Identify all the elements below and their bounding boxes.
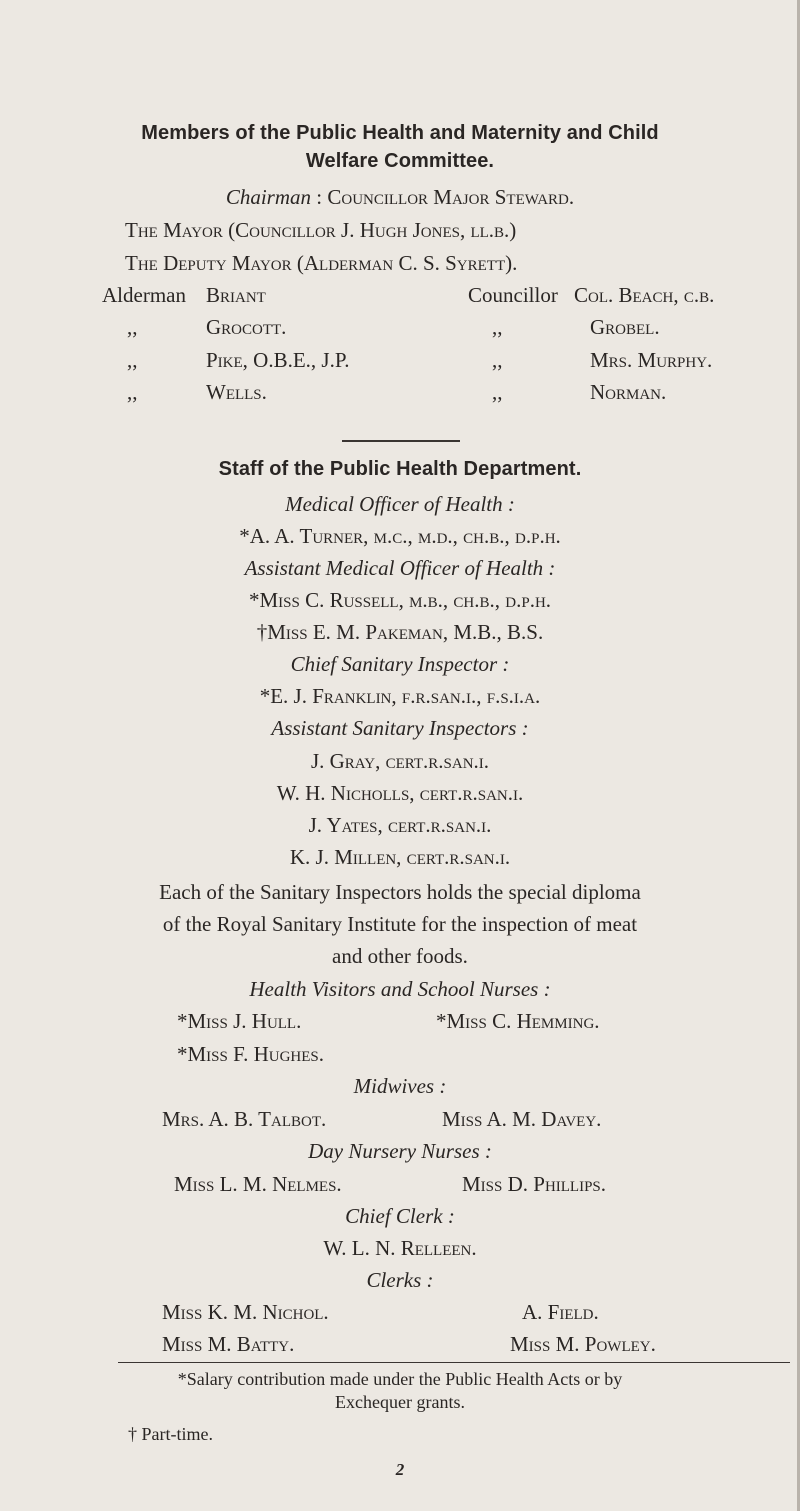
- committee-title-line2: Welfare Committee.: [305, 150, 495, 172]
- asi-name: K. J. Millen, cert.r.san.i.: [289, 845, 511, 869]
- asi-name: J. Gray, cert.r.san.i.: [310, 749, 490, 773]
- midwife-name: Miss A. M. Davey.: [442, 1107, 602, 1131]
- deputy-mayor-line: The Deputy Mayor (Alderman C. S. Syrett).: [125, 251, 518, 275]
- asi-label: Assistant Sanitary Inspectors :: [271, 716, 529, 740]
- left-member-name: Wells.: [206, 380, 267, 404]
- salary-footnote-line: *Salary contribution made under the Public Health Acts or by: [177, 1369, 623, 1389]
- right-member-prefix: Councillor: [468, 283, 558, 307]
- clerk-name: Miss K. M. Nichol.: [162, 1300, 329, 1324]
- day-nursery-name: Miss D. Phillips.: [462, 1172, 607, 1196]
- footnote-rule: [118, 1362, 790, 1363]
- left-member-name: Briant: [206, 283, 266, 307]
- right-member-prefix: ,,: [492, 348, 503, 372]
- right-member-name: Mrs. Murphy.: [590, 348, 713, 372]
- csi-name: *E. J. Franklin, f.r.san.i., f.s.i.a.: [259, 684, 541, 708]
- chairman-label: Chairman: [225, 185, 312, 209]
- chief-clerk-name: W. L. N. Relleen.: [323, 1236, 477, 1260]
- right-member-prefix: ,,: [492, 380, 503, 404]
- section-divider: [342, 440, 460, 442]
- clerk-name: Miss M. Batty.: [162, 1332, 295, 1356]
- clerk-name: Miss M. Powley.: [510, 1332, 656, 1356]
- part-time-footnote: † Part-time.: [128, 1424, 213, 1444]
- diploma-note-line: of the Royal Sanitary Institute for the inspection of meat: [162, 912, 638, 936]
- right-member-prefix: ,,: [492, 315, 503, 339]
- amoh-label: Assistant Medical Officer of Health :: [244, 556, 556, 580]
- chief-clerk-label: Chief Clerk :: [345, 1204, 455, 1228]
- right-member-name: Grobel.: [590, 315, 660, 339]
- hv-label: Health Visitors and School Nurses :: [249, 977, 551, 1001]
- left-member-prefix: ,,: [127, 315, 138, 339]
- left-member-name: Pike, O.B.E., J.P.: [206, 348, 350, 372]
- left-member-prefix: ,,: [127, 348, 138, 372]
- left-member-prefix: ,,: [127, 380, 138, 404]
- moh-label: Medical Officer of Health :: [285, 492, 515, 516]
- hv-name: *Miss F. Hughes.: [177, 1042, 325, 1066]
- day-nursery-name: Miss L. M. Nelmes.: [174, 1172, 342, 1196]
- midwife-name: Mrs. A. B. Talbot.: [162, 1107, 327, 1131]
- chairman-line: [0, 185, 800, 210]
- mayor-line: The Mayor (Councillor J. Hugh Jones, ll.b.): [125, 218, 517, 242]
- amoh-name: †Miss E. M. Pakeman, M.B., B.S.: [256, 620, 544, 644]
- page-number: 2: [395, 1460, 405, 1479]
- diploma-note-line: Each of the Sanitary Inspectors holds the special diploma: [159, 880, 641, 904]
- staff-title: Staff of the Public Health Department.: [218, 458, 582, 480]
- right-member-name: Norman.: [590, 380, 667, 404]
- amoh-name: *Miss C. Russell, m.b., ch.b., d.p.h.: [248, 588, 552, 612]
- asi-name: J. Yates, cert.r.san.i.: [308, 813, 492, 837]
- diploma-note-line: and other foods.: [332, 944, 468, 968]
- hv-name: *Miss C. Hemming.: [436, 1009, 600, 1033]
- clerk-name: A. Field.: [522, 1300, 599, 1324]
- left-member-prefix: Alderman: [102, 283, 186, 307]
- asi-name: W. H. Nicholls, cert.r.san.i.: [276, 781, 524, 805]
- chairman-name: Councillor Major Steward.: [327, 185, 575, 209]
- clerks-label: Clerks :: [366, 1268, 434, 1292]
- csi-label: Chief Sanitary Inspector :: [290, 652, 510, 676]
- midwives-label: Midwives :: [353, 1074, 447, 1098]
- moh-name: *A. A. Turner, m.c., m.d., ch.b., d.p.h.: [239, 524, 561, 548]
- hv-name: *Miss J. Hull.: [177, 1009, 302, 1033]
- left-member-name: Grocott.: [206, 315, 287, 339]
- salary-footnote-line: Exchequer grants.: [335, 1392, 465, 1412]
- day-nursery-label: Day Nursery Nurses :: [308, 1139, 492, 1163]
- committee-title-line1: Members of the Public Health and Maternity and Child: [141, 122, 659, 144]
- chairman-separator: :: [311, 185, 328, 209]
- right-member-name: Col. Beach, c.b.: [574, 283, 715, 307]
